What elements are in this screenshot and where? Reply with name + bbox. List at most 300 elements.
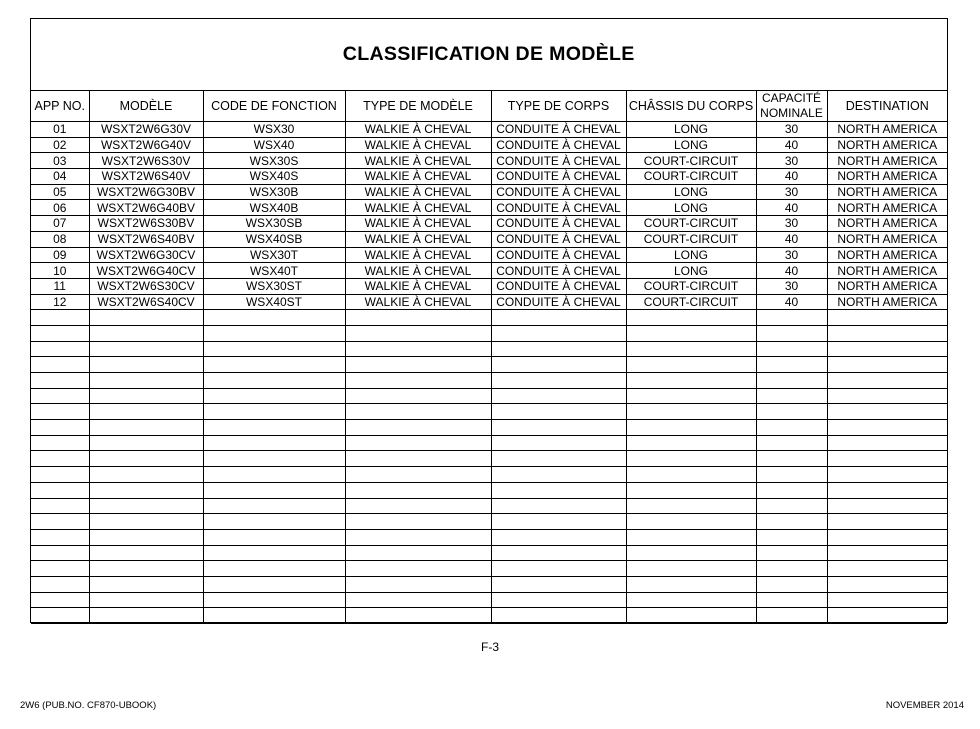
cell-capacite-nominale: 30 (756, 184, 827, 200)
cell-type-de-corps (491, 545, 626, 561)
cell-destination (827, 529, 947, 545)
cell-chassis-du-corps: LONG (626, 263, 756, 279)
cell-type-de-modele (345, 467, 491, 483)
cell-destination (827, 592, 947, 608)
cell-code-de-fonction (203, 482, 345, 498)
cell-destination: NORTH AMERICA (827, 137, 947, 153)
column-header-destination: DESTINATION (827, 91, 947, 122)
cell-code-de-fonction (203, 498, 345, 514)
cell-modele (89, 592, 203, 608)
empty-table-row (31, 388, 947, 404)
cell-app-no (31, 373, 89, 389)
cell-code-de-fonction: WSX40S (203, 169, 345, 185)
cell-app-no (31, 576, 89, 592)
cell-chassis-du-corps: COURT-CIRCUIT (626, 278, 756, 294)
cell-destination: NORTH AMERICA (827, 263, 947, 279)
cell-destination (827, 341, 947, 357)
cell-app-no (31, 451, 89, 467)
cell-type-de-modele (345, 576, 491, 592)
cell-capacite-nominale (756, 341, 827, 357)
cell-type-de-corps (491, 373, 626, 389)
cell-chassis-du-corps (626, 467, 756, 483)
column-header-chassis-du-corps: CHÂSSIS DU CORPS (626, 91, 756, 122)
cell-capacite-nominale (756, 529, 827, 545)
empty-table-row (31, 561, 947, 577)
cell-type-de-corps: CONDUITE À CHEVAL (491, 200, 626, 216)
cell-type-de-corps (491, 357, 626, 373)
cell-capacite-nominale (756, 404, 827, 420)
cell-type-de-modele: WALKIE À CHEVAL (345, 231, 491, 247)
cell-type-de-corps (491, 561, 626, 577)
cell-destination: NORTH AMERICA (827, 122, 947, 138)
cell-destination (827, 357, 947, 373)
cell-destination (827, 310, 947, 326)
cell-modele (89, 529, 203, 545)
cell-modele (89, 435, 203, 451)
cell-modele (89, 325, 203, 341)
column-header-capacite-nominale: CAPACITÉ NOMINALE (756, 91, 827, 122)
cell-app-no (31, 310, 89, 326)
cell-type-de-corps (491, 388, 626, 404)
empty-table-row (31, 325, 947, 341)
cell-type-de-corps (491, 592, 626, 608)
cell-capacite-nominale (756, 592, 827, 608)
cell-code-de-fonction: WSX40T (203, 263, 345, 279)
column-header-code-de-fonction: CODE DE FONCTION (203, 91, 345, 122)
cell-modele (89, 404, 203, 420)
cell-modele: WSXT2W6G30CV (89, 247, 203, 263)
cell-capacite-nominale: 30 (756, 216, 827, 232)
empty-table-row (31, 482, 947, 498)
cell-modele: WSXT2W6S30V (89, 153, 203, 169)
cell-type-de-modele (345, 435, 491, 451)
cell-code-de-fonction (203, 420, 345, 436)
cell-capacite-nominale: 30 (756, 247, 827, 263)
cell-modele: WSXT2W6S40CV (89, 294, 203, 310)
cell-destination (827, 420, 947, 436)
cell-code-de-fonction: WSX30SB (203, 216, 345, 232)
cell-type-de-modele (345, 498, 491, 514)
cell-code-de-fonction: WSX30 (203, 122, 345, 138)
empty-table-row (31, 498, 947, 514)
cell-code-de-fonction (203, 608, 345, 624)
table-row (31, 294, 947, 310)
cell-app-no: 02 (31, 137, 89, 153)
cell-type-de-corps (491, 608, 626, 624)
cell-type-de-modele (345, 341, 491, 357)
cell-modele (89, 373, 203, 389)
empty-table-row (31, 341, 947, 357)
classification-table-frame (30, 18, 948, 623)
cell-destination (827, 467, 947, 483)
cell-type-de-corps (491, 404, 626, 420)
empty-table-row (31, 357, 947, 373)
cell-capacite-nominale: 30 (756, 278, 827, 294)
cell-type-de-modele (345, 482, 491, 498)
cell-capacite-nominale (756, 498, 827, 514)
cell-app-no (31, 545, 89, 561)
cell-type-de-corps (491, 498, 626, 514)
cell-chassis-du-corps: LONG (626, 200, 756, 216)
empty-table-row (31, 373, 947, 389)
cell-capacite-nominale: 30 (756, 122, 827, 138)
cell-modele (89, 467, 203, 483)
table-row (31, 231, 947, 247)
cell-app-no (31, 592, 89, 608)
table-row (31, 278, 947, 294)
cell-code-de-fonction (203, 404, 345, 420)
cell-app-no: 06 (31, 200, 89, 216)
cell-chassis-du-corps (626, 482, 756, 498)
cell-type-de-corps (491, 325, 626, 341)
cell-app-no (31, 608, 89, 624)
empty-table-row (31, 451, 947, 467)
cell-destination: NORTH AMERICA (827, 184, 947, 200)
cell-capacite-nominale: 40 (756, 200, 827, 216)
cell-chassis-du-corps (626, 357, 756, 373)
cell-app-no: 03 (31, 153, 89, 169)
cell-code-de-fonction (203, 545, 345, 561)
cell-modele (89, 420, 203, 436)
empty-table-row (31, 404, 947, 420)
cell-capacite-nominale (756, 576, 827, 592)
cell-destination (827, 608, 947, 624)
cell-code-de-fonction: WSX40B (203, 200, 345, 216)
cell-chassis-du-corps (626, 420, 756, 436)
cell-destination (827, 451, 947, 467)
cell-type-de-modele (345, 592, 491, 608)
footer-publication-number: 2W6 (PUB.NO. CF870-UBOOK) (20, 700, 157, 711)
cell-type-de-corps (491, 451, 626, 467)
cell-capacite-nominale (756, 545, 827, 561)
cell-type-de-modele: WALKIE À CHEVAL (345, 294, 491, 310)
cell-modele (89, 482, 203, 498)
cell-type-de-corps: CONDUITE À CHEVAL (491, 122, 626, 138)
cell-capacite-nominale (756, 357, 827, 373)
cell-destination: NORTH AMERICA (827, 294, 947, 310)
cell-capacite-nominale (756, 467, 827, 483)
cell-modele: WSXT2W6G40CV (89, 263, 203, 279)
cell-type-de-modele: WALKIE À CHEVAL (345, 247, 491, 263)
cell-capacite-nominale (756, 420, 827, 436)
cell-code-de-fonction: WSX40ST (203, 294, 345, 310)
cell-app-no (31, 404, 89, 420)
column-header-modele: MODÈLE (89, 91, 203, 122)
cell-capacite-nominale (756, 388, 827, 404)
cell-app-no: 04 (31, 169, 89, 185)
cell-destination (827, 514, 947, 530)
empty-table-row (31, 545, 947, 561)
cell-chassis-du-corps (626, 388, 756, 404)
cell-type-de-modele (345, 608, 491, 624)
cell-type-de-corps: CONDUITE À CHEVAL (491, 231, 626, 247)
cell-chassis-du-corps: COURT-CIRCUIT (626, 231, 756, 247)
cell-type-de-modele (345, 561, 491, 577)
cell-capacite-nominale (756, 435, 827, 451)
cell-code-de-fonction (203, 435, 345, 451)
cell-app-no (31, 529, 89, 545)
cell-app-no: 01 (31, 122, 89, 138)
cell-type-de-modele: WALKIE À CHEVAL (345, 216, 491, 232)
cell-app-no (31, 467, 89, 483)
cell-type-de-corps: CONDUITE À CHEVAL (491, 263, 626, 279)
table-body (31, 122, 947, 624)
cell-chassis-du-corps: COURT-CIRCUIT (626, 169, 756, 185)
cell-type-de-modele (345, 420, 491, 436)
cell-modele (89, 310, 203, 326)
cell-destination: NORTH AMERICA (827, 153, 947, 169)
column-header-app-no: APP NO. (31, 91, 89, 122)
cell-modele: WSXT2W6S40V (89, 169, 203, 185)
cell-modele (89, 608, 203, 624)
cell-type-de-corps (491, 467, 626, 483)
cell-modele: WSXT2W6S30CV (89, 278, 203, 294)
cell-destination: NORTH AMERICA (827, 247, 947, 263)
cell-app-no (31, 482, 89, 498)
cell-destination (827, 498, 947, 514)
empty-table-row (31, 467, 947, 483)
cell-chassis-du-corps (626, 592, 756, 608)
cell-chassis-du-corps: COURT-CIRCUIT (626, 294, 756, 310)
cell-type-de-modele: WALKIE À CHEVAL (345, 137, 491, 153)
cell-type-de-corps: CONDUITE À CHEVAL (491, 216, 626, 232)
cell-chassis-du-corps: COURT-CIRCUIT (626, 216, 756, 232)
cell-code-de-fonction (203, 325, 345, 341)
table-row (31, 137, 947, 153)
cell-app-no (31, 357, 89, 373)
cell-modele (89, 451, 203, 467)
cell-code-de-fonction (203, 373, 345, 389)
cell-destination (827, 388, 947, 404)
cell-capacite-nominale: 40 (756, 137, 827, 153)
cell-type-de-modele (345, 514, 491, 530)
footer-date: NOVEMBER 2014 (885, 700, 964, 711)
cell-destination: NORTH AMERICA (827, 216, 947, 232)
cell-modele: WSXT2W6G40BV (89, 200, 203, 216)
page-title: CLASSIFICATION DE MODÈLE (343, 43, 635, 65)
cell-chassis-du-corps (626, 373, 756, 389)
cell-app-no (31, 498, 89, 514)
cell-code-de-fonction (203, 561, 345, 577)
cell-chassis-du-corps (626, 561, 756, 577)
cell-app-no (31, 420, 89, 436)
cell-chassis-du-corps (626, 310, 756, 326)
cell-destination (827, 435, 947, 451)
cell-type-de-corps (491, 420, 626, 436)
empty-table-row (31, 608, 947, 624)
cell-app-no: 08 (31, 231, 89, 247)
cell-chassis-du-corps (626, 529, 756, 545)
cell-modele (89, 341, 203, 357)
cell-chassis-du-corps (626, 404, 756, 420)
cell-modele: WSXT2W6G30BV (89, 184, 203, 200)
cell-app-no (31, 435, 89, 451)
cell-capacite-nominale (756, 373, 827, 389)
cell-type-de-modele (345, 373, 491, 389)
cell-destination: NORTH AMERICA (827, 278, 947, 294)
cell-type-de-corps: CONDUITE À CHEVAL (491, 169, 626, 185)
cell-chassis-du-corps (626, 325, 756, 341)
cell-type-de-corps: CONDUITE À CHEVAL (491, 184, 626, 200)
cell-code-de-fonction (203, 357, 345, 373)
cell-capacite-nominale (756, 514, 827, 530)
cell-code-de-fonction: WSX40 (203, 137, 345, 153)
cell-modele (89, 514, 203, 530)
cell-capacite-nominale: 40 (756, 294, 827, 310)
cell-modele: WSXT2W6G30V (89, 122, 203, 138)
cell-code-de-fonction (203, 529, 345, 545)
empty-table-row (31, 576, 947, 592)
empty-table-row (31, 420, 947, 436)
column-header-type-de-modele: TYPE DE MODÈLE (345, 91, 491, 122)
cell-destination (827, 373, 947, 389)
cell-chassis-du-corps (626, 545, 756, 561)
empty-table-row (31, 529, 947, 545)
cell-code-de-fonction (203, 592, 345, 608)
cell-chassis-du-corps (626, 608, 756, 624)
cell-app-no: 07 (31, 216, 89, 232)
cell-modele (89, 576, 203, 592)
cell-capacite-nominale (756, 310, 827, 326)
cell-type-de-corps (491, 482, 626, 498)
cell-type-de-corps (491, 310, 626, 326)
cell-capacite-nominale (756, 608, 827, 624)
cell-app-no (31, 341, 89, 357)
cell-destination (827, 561, 947, 577)
table-row (31, 263, 947, 279)
cell-modele (89, 388, 203, 404)
cell-capacite-nominale: 40 (756, 231, 827, 247)
table-row (31, 169, 947, 185)
cell-capacite-nominale (756, 561, 827, 577)
cell-type-de-modele (345, 325, 491, 341)
column-header-type-de-corps: TYPE DE CORPS (491, 91, 626, 122)
cell-type-de-corps (491, 341, 626, 357)
cell-capacite-nominale: 30 (756, 153, 827, 169)
table-row (31, 200, 947, 216)
cell-chassis-du-corps (626, 451, 756, 467)
cell-type-de-corps (491, 529, 626, 545)
cell-chassis-du-corps (626, 498, 756, 514)
cell-type-de-corps: CONDUITE À CHEVAL (491, 247, 626, 263)
cell-code-de-fonction: WSX30ST (203, 278, 345, 294)
cell-type-de-corps (491, 514, 626, 530)
table-header-row (31, 91, 947, 122)
cell-destination: NORTH AMERICA (827, 231, 947, 247)
cell-chassis-du-corps: COURT-CIRCUIT (626, 153, 756, 169)
table-row (31, 247, 947, 263)
cell-code-de-fonction: WSX40SB (203, 231, 345, 247)
cell-capacite-nominale: 40 (756, 263, 827, 279)
title-row (31, 19, 947, 91)
cell-code-de-fonction: WSX30T (203, 247, 345, 263)
empty-table-row (31, 592, 947, 608)
cell-code-de-fonction: WSX30S (203, 153, 345, 169)
cell-type-de-modele (345, 545, 491, 561)
cell-type-de-modele: WALKIE À CHEVAL (345, 153, 491, 169)
cell-destination (827, 325, 947, 341)
cell-modele: WSXT2W6G40V (89, 137, 203, 153)
cell-app-no: 10 (31, 263, 89, 279)
cell-chassis-du-corps: LONG (626, 122, 756, 138)
cell-app-no: 12 (31, 294, 89, 310)
page-number: F-3 (481, 640, 499, 654)
cell-code-de-fonction (203, 310, 345, 326)
cell-type-de-corps: CONDUITE À CHEVAL (491, 278, 626, 294)
cell-destination (827, 576, 947, 592)
cell-modele (89, 357, 203, 373)
cell-destination (827, 404, 947, 420)
cell-type-de-modele (345, 529, 491, 545)
cell-chassis-du-corps: LONG (626, 137, 756, 153)
cell-type-de-corps: CONDUITE À CHEVAL (491, 294, 626, 310)
empty-table-row (31, 514, 947, 530)
cell-type-de-corps: CONDUITE À CHEVAL (491, 137, 626, 153)
table-row (31, 184, 947, 200)
cell-chassis-du-corps (626, 435, 756, 451)
cell-type-de-corps: CONDUITE À CHEVAL (491, 153, 626, 169)
cell-modele (89, 498, 203, 514)
cell-app-no (31, 388, 89, 404)
cell-app-no (31, 325, 89, 341)
empty-table-row (31, 435, 947, 451)
cell-destination (827, 482, 947, 498)
empty-table-row (31, 310, 947, 326)
cell-type-de-modele (345, 357, 491, 373)
cell-capacite-nominale (756, 451, 827, 467)
cell-destination (827, 545, 947, 561)
cell-chassis-du-corps (626, 341, 756, 357)
cell-destination: NORTH AMERICA (827, 200, 947, 216)
cell-code-de-fonction (203, 576, 345, 592)
cell-code-de-fonction (203, 388, 345, 404)
cell-modele (89, 545, 203, 561)
cell-chassis-du-corps (626, 514, 756, 530)
cell-type-de-modele (345, 404, 491, 420)
cell-app-no: 05 (31, 184, 89, 200)
cell-type-de-modele: WALKIE À CHEVAL (345, 184, 491, 200)
cell-code-de-fonction (203, 341, 345, 357)
cell-modele: WSXT2W6S30BV (89, 216, 203, 232)
cell-code-de-fonction (203, 514, 345, 530)
cell-type-de-modele: WALKIE À CHEVAL (345, 263, 491, 279)
cell-chassis-du-corps (626, 576, 756, 592)
cell-type-de-modele: WALKIE À CHEVAL (345, 278, 491, 294)
cell-app-no: 09 (31, 247, 89, 263)
cell-capacite-nominale: 40 (756, 169, 827, 185)
cell-code-de-fonction (203, 467, 345, 483)
cell-code-de-fonction: WSX30B (203, 184, 345, 200)
cell-capacite-nominale (756, 325, 827, 341)
cell-modele (89, 561, 203, 577)
cell-type-de-modele (345, 388, 491, 404)
cell-type-de-modele (345, 310, 491, 326)
cell-capacite-nominale (756, 482, 827, 498)
cell-type-de-modele: WALKIE À CHEVAL (345, 122, 491, 138)
cell-type-de-modele (345, 451, 491, 467)
table-row (31, 216, 947, 232)
classification-table (31, 91, 947, 624)
cell-chassis-du-corps: LONG (626, 247, 756, 263)
table-row (31, 153, 947, 169)
cell-chassis-du-corps: LONG (626, 184, 756, 200)
cell-type-de-corps (491, 435, 626, 451)
cell-type-de-corps (491, 576, 626, 592)
cell-app-no (31, 514, 89, 530)
cell-app-no: 11 (31, 278, 89, 294)
cell-app-no (31, 561, 89, 577)
cell-code-de-fonction (203, 451, 345, 467)
